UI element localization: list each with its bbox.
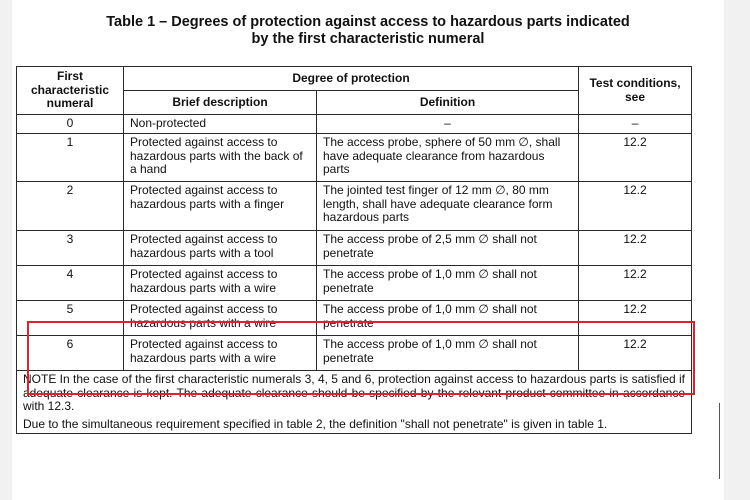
table-row: [17, 266, 692, 301]
note-paragraph-1: NOTE In the case of the first characteristic numerals 3, 4, 5 and 6, protection against access to hazardous parts is satisfied if adequate clearance is kept. The adequate clearance should be specified by the relevant product committee in accordance with 12.3.: [23, 372, 686, 413]
table-row: [17, 336, 692, 371]
header-brief-description: Brief description: [124, 91, 317, 115]
brief-cell: Protected against access to hazardous parts with a wire: [124, 266, 317, 301]
definition-cell: The access probe of 2,5 mm ∅ shall not penetrate: [317, 231, 579, 266]
table-title-line-1: Table 1 – Degrees of protection against access to hazardous parts indicated: [106, 14, 630, 30]
header-first-numeral: First characteristic numeral: [17, 67, 124, 115]
definition-cell: The access probe of 1,0 mm ∅ shall not penetrate: [317, 266, 579, 301]
brief-cell: Protected against access to hazardous parts with a wire: [124, 301, 317, 336]
header-test-conditions: Test conditions, see: [579, 67, 692, 115]
note-row: [17, 371, 692, 434]
table-row: [17, 115, 692, 134]
table-note: [17, 371, 692, 434]
numeral-cell: 3: [17, 231, 124, 266]
brief-cell: Protected against access to hazardous parts with the back of a hand: [124, 134, 317, 182]
numeral-cell: 6: [17, 336, 124, 371]
table-row: [17, 301, 692, 336]
test-cell: 12.2: [579, 301, 692, 336]
definition-cell: –: [317, 115, 579, 134]
brief-cell: Protected against access to hazardous parts with a finger: [124, 182, 317, 231]
table-row: [17, 134, 692, 182]
protection-table: [16, 66, 692, 434]
numeral-cell: 2: [17, 182, 124, 231]
brief-cell: Protected against access to hazardous parts with a wire: [124, 336, 317, 371]
test-cell: 12.2: [579, 266, 692, 301]
definition-cell: The jointed test finger of 12 mm ∅, 80 mm length, shall have adequate clearance form hazardous parts: [317, 182, 579, 231]
numeral-cell: 4: [17, 266, 124, 301]
table-row: [17, 231, 692, 266]
definition-cell: The access probe of 1,0 mm ∅ shall not penetrate: [317, 336, 579, 371]
test-cell: 12.2: [579, 182, 692, 231]
definition-cell: The access probe, sphere of 50 mm ∅, shall have adequate clearance from hazardous parts: [317, 134, 579, 182]
definition-cell: The access probe of 1,0 mm ∅ shall not penetrate: [317, 301, 579, 336]
table-title-line-2: by the first characteristic numeral: [251, 31, 485, 47]
note-paragraph-2: Due to the simultaneous requirement specified in table 2, the definition "shall not penetrate" is given in table 1.: [23, 416, 608, 431]
header-row-1: [17, 67, 692, 91]
table-title: [12, 14, 724, 48]
page-edge-divider: [719, 403, 720, 479]
test-cell: 12.2: [579, 336, 692, 371]
table-row: [17, 182, 692, 231]
test-cell: 12.2: [579, 134, 692, 182]
test-cell: –: [579, 115, 692, 134]
test-cell: 12.2: [579, 231, 692, 266]
brief-cell: Non-protected: [124, 115, 317, 134]
numeral-cell: 0: [17, 115, 124, 134]
brief-cell: Protected against access to hazardous parts with a tool: [124, 231, 317, 266]
header-definition: Definition: [317, 91, 579, 115]
numeral-cell: 1: [17, 134, 124, 182]
numeral-cell: 5: [17, 301, 124, 336]
header-degree-of-protection: Degree of protection: [124, 67, 579, 91]
